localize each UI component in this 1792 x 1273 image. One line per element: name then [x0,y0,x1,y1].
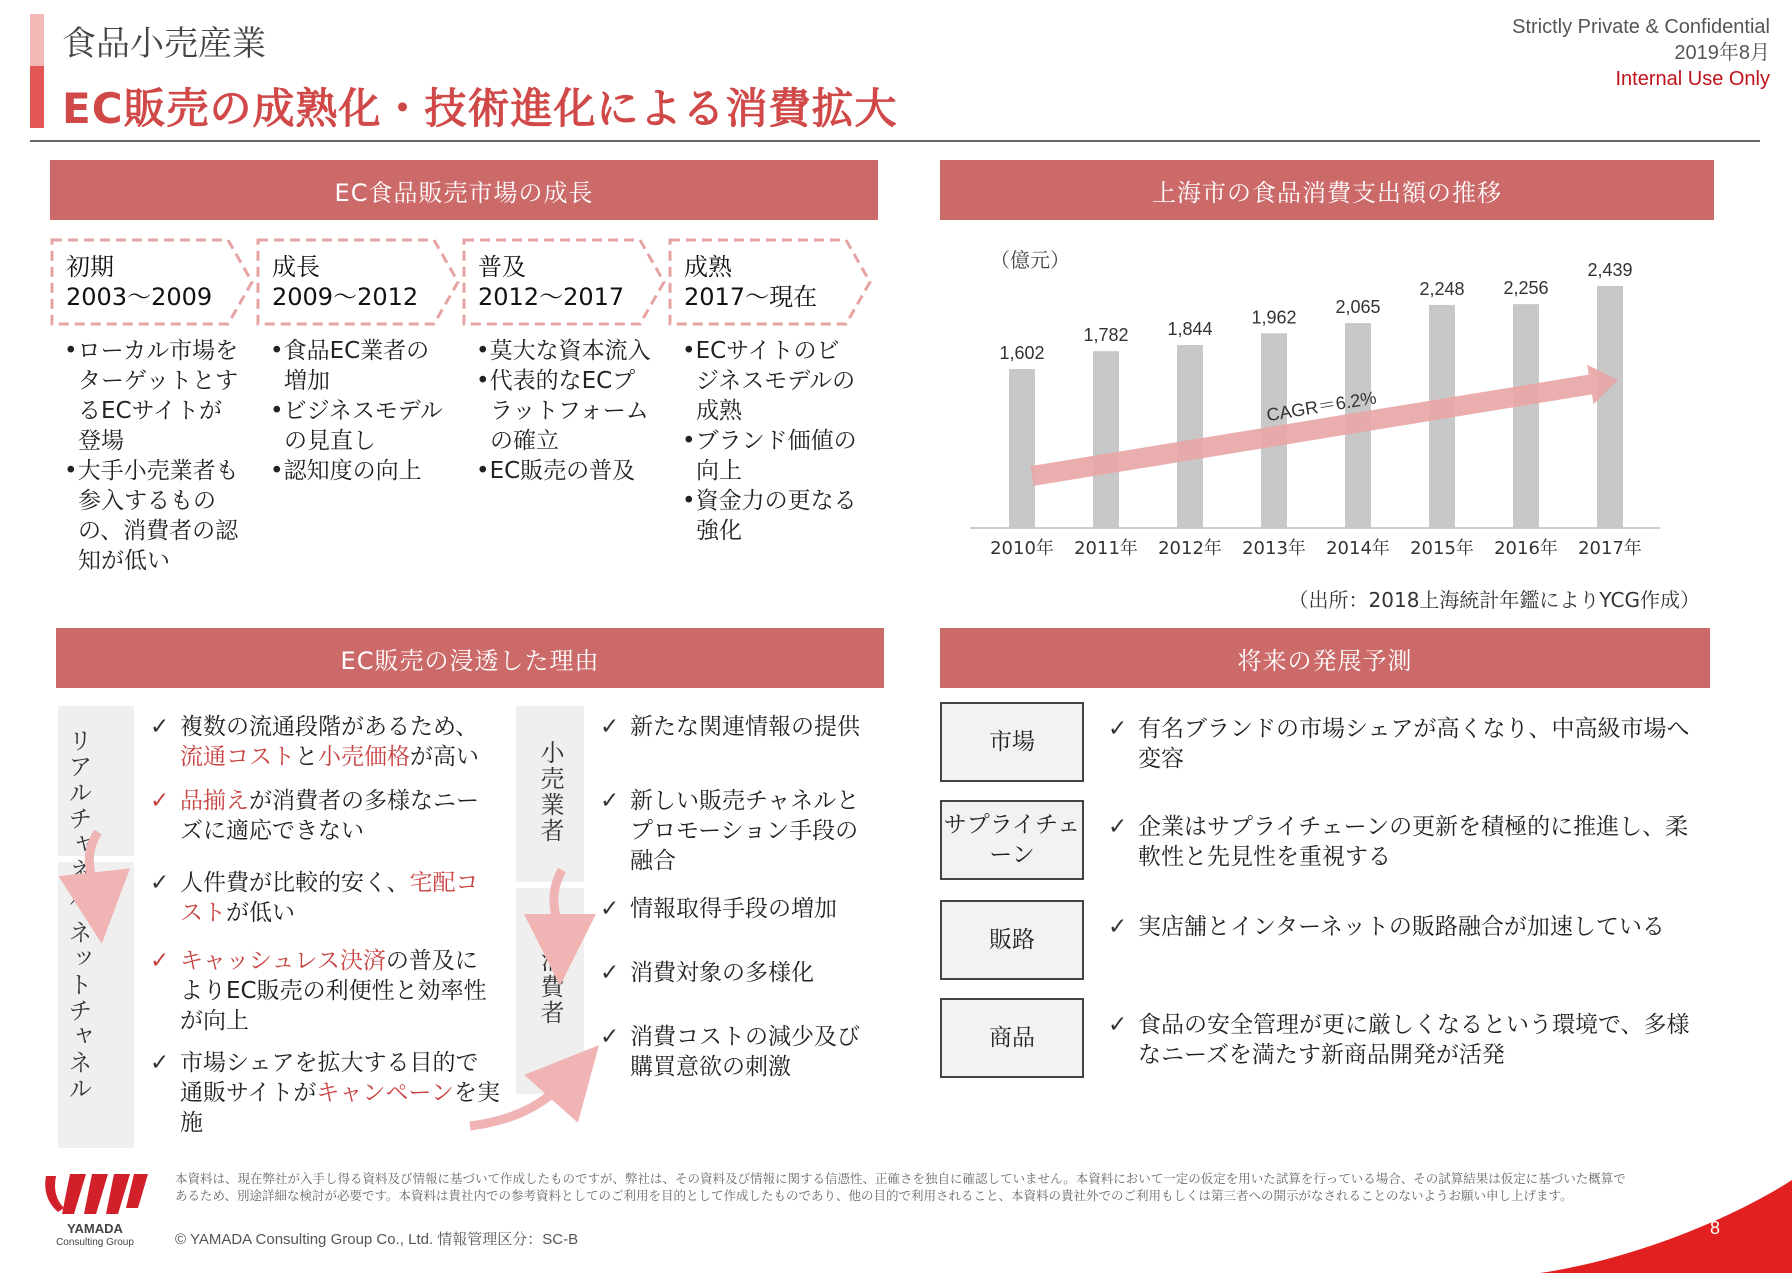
highlight-text: 宅配コスト [180,870,479,926]
checkmark-icon: ✓ [600,714,620,740]
forecast-text: 有名ブランドの市場シェアが高くなり、中高級市場へ変容 [1138,716,1690,772]
stage-label [66,252,212,312]
stage-chevron [50,238,250,322]
bar-value-label: 2,439 [1587,260,1633,280]
reason-text: が消費者の多様なニーズに適応できない [180,788,479,844]
stage-label [478,252,624,312]
reason-text: 複数の流通段階があるため、 [180,714,479,740]
reason-text: 情報取得手段の増加 [630,896,837,922]
stage-label [684,252,817,312]
x-tick-label: 2013年 [1242,538,1306,559]
stage-point: •ビジネスモデルの見直し [270,398,443,454]
section-label: 食品小売産業 [62,24,266,64]
checkmark-icon: ✓ [150,788,170,814]
stage-point: •食品EC業者の増加 [270,338,430,394]
bar-value-label: 1,602 [999,343,1045,364]
logo-sub: Consulting Group [56,1237,134,1248]
highlight-text: キャッシュレス決済 [180,948,386,974]
reason-text: 消費コストの減少及び購買意欲の刺激 [630,1024,860,1080]
reason-item [600,958,870,988]
forecast-item [1108,1010,1708,1070]
highlight-text: キャンペーン [316,1080,454,1106]
checkmark-icon: ✓ [150,1050,170,1076]
reason-item [600,712,870,742]
checkmark-icon: ✓ [1108,914,1128,940]
highlight-text: 小売価格 [318,744,410,770]
reason-item [150,712,500,772]
real-to-net-arrow [89,832,98,908]
reason-text: 人件費が比較的安く、 [180,870,410,896]
header-accent-bar-dark [30,66,44,128]
reason-item [150,868,500,928]
stage-chevron [256,238,456,322]
stage-chevron [668,238,868,322]
bar-value-label: 2,248 [1419,278,1465,299]
stage-period: 2009～2012 [272,283,419,311]
stage-period: 2012～2017 [478,283,625,311]
reason-text: 新しい販売チャネルとプロモーション手段の融合 [630,788,860,874]
reason-text: 消費対象の多様化 [630,960,814,986]
stage-name: 成熟 [684,253,732,281]
checkmark-icon: ✓ [600,960,620,986]
reason-text: 新たな関連情報の提供 [630,714,860,740]
chart-source: （出所：2018上海統計年鑑によりYCG作成） [1288,588,1700,612]
checkmark-icon: ✓ [1108,716,1128,742]
page-number: 8 [1710,1218,1721,1238]
stage-point: •資金力の更なる強化 [682,488,857,544]
forecast-item [1108,812,1708,872]
bar [1177,345,1203,528]
stage-name: 成長 [272,253,320,281]
reason-text: 市場シェアを拡大する目的で通販サイトが [180,1050,479,1106]
x-tick-label: 2011年 [1074,538,1138,559]
bar-value-label: 1,844 [1167,319,1213,340]
stage-point: •大手小売業者も参入するものの、消費者の認知が低い [64,458,239,574]
disclaimer-text: 本資料は、現在弊社が入手し得る資料及び情報に基づいて作成したものですが、弊社は、その資料及び情報に関する信憑性、正確さを独自に確認していません。本資料において一定の仮定を用いた試算を行っている場合、その試算結果は仮定に基づいた概算であるため、別途詳細な検討が必要です。本資料は貴社内での参考資料としてのご利用を目的として作成したものであり、他の目的で利用されること、本資料の貴社外でのご利用もしくは第三者への開示がなされることのないようお願い申し上げます。 [175,1171,1626,1203]
real-channel-label: リアルチャネル [64,728,92,910]
stage-point: •ブランド価値の向上 [682,428,857,484]
reason-text: の普及によりEC販売の利便性と効率性が向上 [180,948,487,1034]
forecast-text: 食品の安全管理が更に厳しくなるという環境で、多様なニーズを満たす新商品開発が活発 [1138,1012,1690,1068]
header-meta [1512,14,1770,92]
stage-point: •ECサイトのビジネスモデルの成熟 [682,338,856,424]
stage-label [272,252,418,312]
forecast-header: 将来の発展予測 [940,628,1710,688]
retailer-label: 小売業者 [536,740,564,844]
forecast-text: 実店舗とインターネットの販路融合が加速している [1138,914,1665,940]
date-label: 2019年8月 [1674,42,1770,64]
bar [1093,351,1119,528]
checkmark-icon: ✓ [600,1024,620,1050]
forecast-category-box: 商品 [940,998,1084,1078]
header-divider [30,140,1760,142]
checkmark-icon: ✓ [150,948,170,974]
logo-name: YAMADA [67,1221,123,1236]
stage-name: 初期 [66,253,114,281]
copyright-text: © YAMADA Consulting Group Co., Ltd. 情報管理区分：SC-B [175,1231,579,1248]
yamada-logo-icon [40,1168,150,1222]
retailer-to-consumer-arrow [554,870,562,950]
checkmark-icon: ✓ [600,788,620,814]
bar [1597,286,1623,528]
checkmark-icon: ✓ [150,714,170,740]
confidential-label: Strictly Private & Confidential [1512,16,1770,38]
spending-bar-chart [960,260,1680,580]
stage-point: •代表的なECプラットフォームの確立 [476,368,649,454]
forecast-text: 企業はサプライチェーンの更新を積極的に推進し、柔軟性と先見性を重視する [1138,814,1689,870]
stage-point: •EC販売の普及 [476,458,636,484]
reason-text: が低い [226,900,295,926]
stage-point: •莫大な資本流入 [476,338,651,364]
checkmark-icon: ✓ [1108,814,1128,840]
reason-item [150,786,500,846]
forecast-category-box: 市場 [940,702,1084,782]
forecast-category-box: 販路 [940,900,1084,980]
reason-text: と [295,744,318,770]
highlight-text: 品揃え [180,788,249,814]
checkmark-icon: ✓ [1108,1012,1128,1038]
bar [1009,369,1035,528]
checkmark-icon: ✓ [150,870,170,896]
stage-point: •認知度の向上 [270,458,422,484]
x-tick-label: 2015年 [1410,538,1474,559]
ec-growth-header: EC食品販売市場の成長 [50,160,878,220]
consumer-label: 消費者 [536,948,564,1026]
stage-points [270,336,450,486]
bar [1513,304,1539,528]
forecast-item [1108,714,1708,774]
x-tick-label: 2016年 [1494,538,1558,559]
x-tick-label: 2014年 [1326,538,1390,559]
page-title: EC販売の成熟化・技術進化による消費拡大 [62,84,898,133]
reason-item [600,786,870,876]
reason-item [150,1048,500,1138]
bar-value-label: 2,256 [1503,278,1549,299]
header-accent-bar-light [30,14,44,66]
highlight-text: 流通コスト [180,744,295,770]
forecast-category-box: サプライチェーン [940,800,1084,880]
reason-text: が高い [410,744,479,770]
stage-period: 2003～2009 [66,283,213,311]
x-tick-label: 2012年 [1158,538,1222,559]
stage-points [476,336,656,486]
bar-value-label: 2,065 [1335,297,1381,318]
x-tick-label: 2010年 [990,538,1054,559]
stage-chevron [462,238,662,322]
reason-item [600,1022,870,1082]
chart-unit-label: （億元） [990,248,1070,272]
stage-period: 2017～現在 [684,283,818,311]
reason-item [600,894,870,924]
reason-item [150,946,500,1036]
internal-use-label: Internal Use Only [1615,68,1770,90]
stage-point: •ローカル市場をターゲットとするECサイトが登場 [64,338,239,454]
logo-text [40,1222,150,1250]
checkmark-icon: ✓ [600,896,620,922]
reasons-header: EC販売の浸透した理由 [56,628,884,688]
stage-name: 普及 [478,253,526,281]
forecast-item [1108,912,1708,942]
bar-value-label: 1,962 [1251,307,1297,328]
bar-value-label: 1,782 [1083,325,1129,346]
reason-text: を実施 [180,1080,500,1136]
net-channel-label: ネットチャネル [64,920,92,1102]
x-tick-label: 2017年 [1578,538,1642,559]
cagr-label: CAGR＝6.2% [1265,387,1378,426]
stage-points [64,336,244,576]
spending-header: 上海市の食品消費支出額の推移 [940,160,1714,220]
stage-points [682,336,862,546]
